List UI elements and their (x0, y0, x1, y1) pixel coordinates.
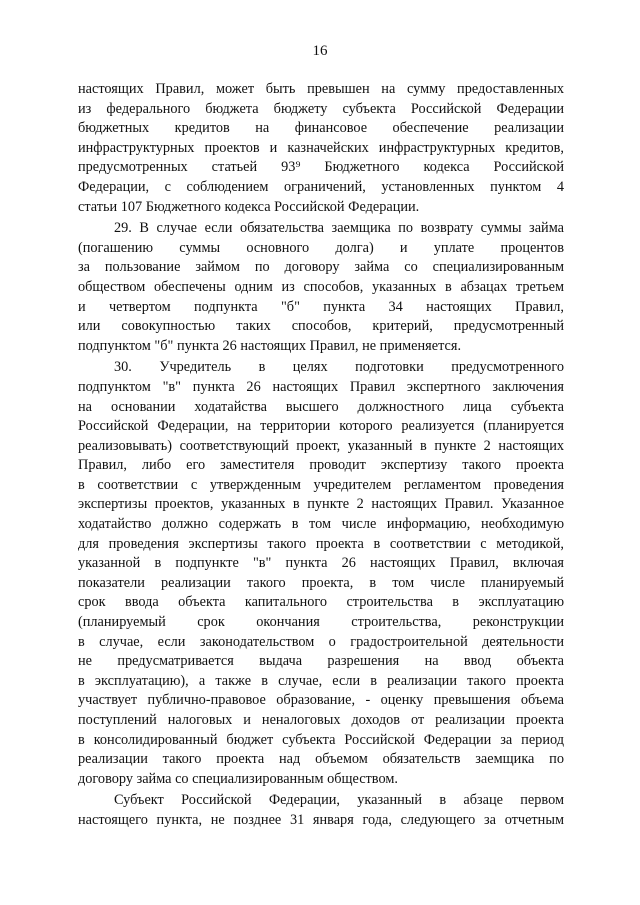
text-line: реализовывать) соответствующий проект, указанный в пункте 2 настоящих (78, 437, 564, 454)
text-line: или совокупностью таких способов, критерий, предусмотренный (78, 318, 564, 335)
text-line: настоящих Правил, может быть превышен на сумму предоставленных (78, 81, 564, 97)
text-line: подпунктом "б" пункта 26 настоящих Правил, не применяется. (78, 337, 462, 354)
paragraph (78, 358, 564, 789)
paragraph (78, 80, 564, 217)
text-line: за пользование займом по договору займа со специализированным (78, 259, 564, 276)
text-line: из федерального бюджета бюджету субъекта Российской Федерации (78, 100, 564, 117)
text-line: статьи 107 Бюджетного кодекса Российской Федерации. (78, 198, 420, 215)
text-line: и четвертом подпункта "б" пункта 34 настоящих Правил, (78, 298, 564, 315)
text-line: для проведения экспертизы такого проекта в соответствии с методикой, (78, 535, 564, 552)
text-line: Правил, либо его заместителя проводит экспертизу такого проекта (78, 457, 564, 474)
text-line: 29. В случае если обязательства заемщика по возврату суммы займа (114, 220, 564, 237)
text-line: ходатайство должно содержать в том числе информацию, необходимую (78, 516, 564, 533)
paragraph (78, 791, 564, 830)
text-line: в консолидированный бюджет субъекта Российской Федерации за период (78, 731, 564, 748)
text-line: в эксплуатацию), а также в случае, если в реализации такого проекта (78, 672, 564, 689)
text-line: экспертизы проектов, указанных в пункте 2 настоящих Правил. Указанное (78, 496, 564, 513)
text-line: Федерации, с соблюдением ограничений, установленных пунктом 4 (78, 178, 564, 195)
text-line: инфраструктурных проектов и казначейских инфраструктурных кредитов, (78, 139, 564, 156)
text-line: подпунктом "в" пункта 26 настоящих Правил экспертного заключения (78, 378, 564, 395)
text-line: поступлений налоговых и неналоговых доходов от реализации проекта (78, 712, 564, 728)
text-line: Субъект Российской Федерации, указанный в абзаце первом (114, 792, 564, 809)
text-line: не предусматривается выдача разрешения на ввод объекта (78, 653, 564, 670)
text-line: обществом обеспечены одним из способов, указанных в абзацах третьем (78, 278, 564, 295)
text-line: в соответствии с утвержденным учредителем регламентом проведения (78, 476, 564, 493)
text-line: на основании ходатайства высшего должностного лица субъекта (78, 398, 564, 415)
text-line: указанной в подпункте "в" пункта 26 настоящих Правил, включая (78, 555, 564, 572)
text-line: 30. Учредитель в целях подготовки предусмотренного (114, 359, 564, 376)
text-line: (планируемый срок окончания строительства, реконструкции (78, 614, 564, 631)
text-line: показатели реализации такого проекта, в том числе планируемый (78, 574, 564, 591)
text-line: бюджетных кредитов на финансовое обеспечение реализации (78, 120, 564, 137)
text-line: настоящего пункта, не позднее 31 января года, следующего за отчетным (78, 811, 564, 828)
page-number: 16 (312, 43, 328, 59)
paragraph (78, 219, 564, 356)
text-line: (погашению суммы основного долга) и уплате процентов (78, 239, 564, 256)
text-line: реализации такого проекта над объемом обязательств заемщика по (78, 751, 564, 768)
text-line: договору займа со специализированным обществом. (78, 770, 398, 787)
document-body (78, 80, 564, 831)
text-line: предусмотренных статьей 93⁹ Бюджетного кодекса Российской (78, 159, 564, 176)
text-line: Российской Федерации, на территории которого реализуется (планируется (78, 418, 564, 435)
text-line: участвует публично-правовое образование, - оценку превышения объема (78, 692, 564, 709)
text-line: срок ввода объекта капитального строительства в эксплуатацию (78, 594, 564, 611)
text-line: в случае, если законодательством о градостроительной деятельности (78, 633, 564, 650)
